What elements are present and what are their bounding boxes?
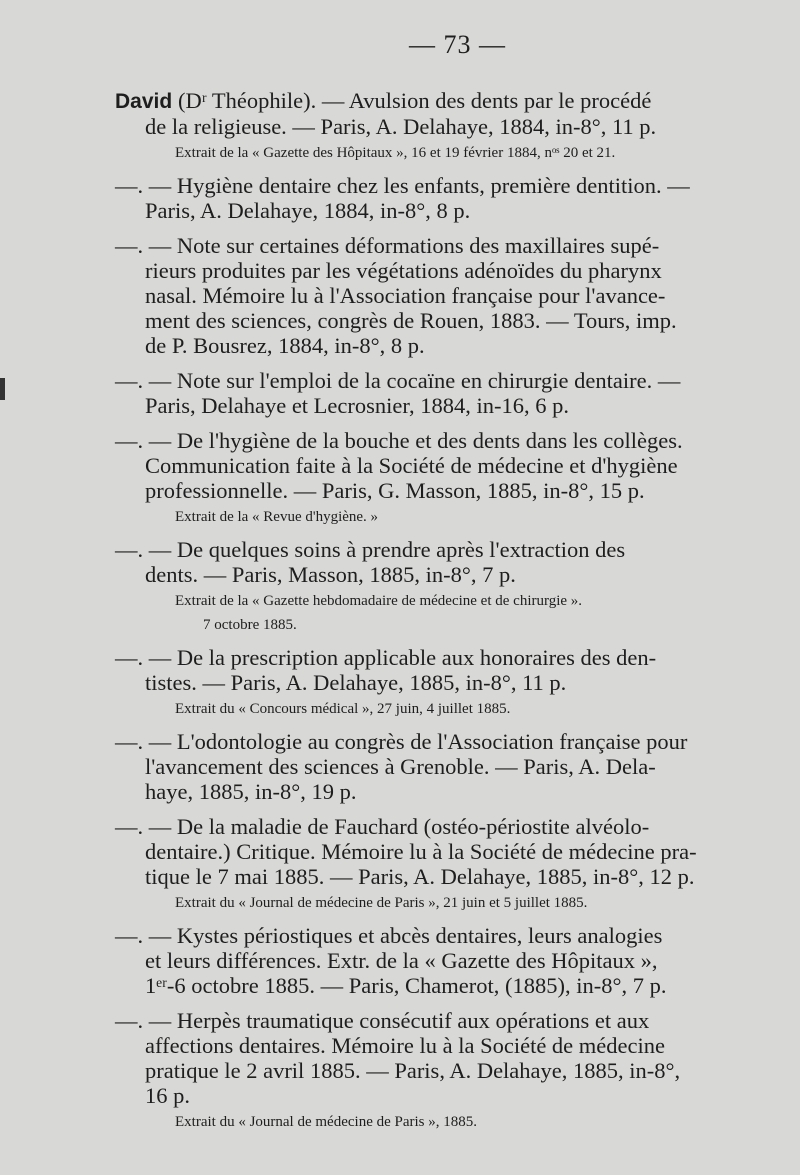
entry-line: 16 p. bbox=[145, 1083, 190, 1108]
entry-line: Paris, Delahaye et Lecrosnier, 1884, in-16, 6 p. bbox=[145, 393, 569, 418]
entry-line: de la religieuse. — Paris, A. Delahaye, 1884, in-8°, 11 p. bbox=[145, 114, 657, 139]
bibliography-entry bbox=[115, 645, 760, 719]
bibliography-entry bbox=[115, 88, 760, 163]
entry-line: —. — De l'hygiène de la bouche et des dents dans les collèges. bbox=[115, 428, 683, 453]
entry-note: Extrait du « Journal de médecine de Paris », 1885. bbox=[175, 1114, 478, 1130]
entry-line: Communication faite à la Société de médecine et d'hygiène bbox=[145, 453, 678, 478]
entry-note: Extrait de la « Revue d'hygiène. » bbox=[175, 509, 379, 525]
entry-line: tique le 7 mai 1885. — Paris, A. Delahaye, 1885, in-8°, 12 p. bbox=[145, 864, 695, 889]
bibliography-entry bbox=[115, 173, 760, 223]
entry-note: Extrait de la « Gazette des Hôpitaux », 16 et 19 février 1884, nᵒˢ 20 et 21. bbox=[175, 145, 616, 161]
bibliography-entry bbox=[115, 814, 760, 913]
bibliography-entry bbox=[115, 729, 760, 804]
entry-line: —. — De la maladie de Fauchard (ostéo-périostite alvéolo- bbox=[115, 814, 650, 839]
entry-line: pratique le 2 avril 1885. — Paris, A. Delahaye, 1885, in-8°, bbox=[145, 1058, 681, 1083]
entry-author: David bbox=[115, 90, 179, 113]
entry-line: tistes. — Paris, A. Delahaye, 1885, in-8°, 11 p. bbox=[145, 670, 567, 695]
entry-line: l'avancement des sciences à Grenoble. — Paris, A. Dela- bbox=[145, 754, 656, 779]
bibliography-entry bbox=[115, 537, 760, 635]
entry-line: —. — Kystes périostiques et abcès dentaires, leurs analogies bbox=[115, 923, 663, 948]
entry-line-text: (Dʳ Théophile). — Avulsion des dents par le procédé bbox=[178, 88, 652, 113]
entry-line bbox=[115, 88, 760, 114]
entry-line: et leurs différences. Extr. de la « Gazette des Hôpitaux », bbox=[145, 948, 658, 973]
entry-line: Paris, A. Delahaye, 1884, in-8°, 8 p. bbox=[145, 198, 471, 223]
bibliography-entry bbox=[115, 233, 760, 358]
entry-line: dents. — Paris, Masson, 1885, in-8°, 7 p. bbox=[145, 562, 516, 587]
entry-line: de P. Bousrez, 1884, in-8°, 8 p. bbox=[145, 333, 425, 358]
entry-line: —. — Note sur l'emploi de la cocaïne en chirurgie dentaire. — bbox=[115, 368, 681, 393]
entry-line: 1ᵉʳ-6 octobre 1885. — Paris, Chamerot, (1885), in-8°, 7 p. bbox=[145, 973, 667, 998]
entry-line: rieurs produites par les végétations adénoïdes du pharynx bbox=[145, 258, 662, 283]
entry-line: —. — Herpès traumatique consécutif aux opérations et aux bbox=[115, 1008, 650, 1033]
page-number: — 73 — bbox=[409, 30, 506, 59]
bibliography-entries bbox=[115, 88, 760, 1132]
entry-line: —. — Note sur certaines déformations des maxillaires supé- bbox=[115, 233, 660, 258]
entry-line: ment des sciences, congrès de Rouen, 1883. — Tours, imp. bbox=[145, 308, 677, 333]
entry-note: Extrait du « Concours médical », 27 juin, 4 juillet 1885. bbox=[175, 701, 511, 717]
bibliography-entry bbox=[115, 428, 760, 527]
entry-line: affections dentaires. Mémoire lu à la Société de médecine bbox=[145, 1033, 665, 1058]
entry-line: professionnelle. — Paris, G. Masson, 1885, in-8°, 15 p. bbox=[145, 478, 645, 503]
margin-mark bbox=[0, 378, 5, 400]
bibliography-entry bbox=[115, 923, 760, 998]
entry-line: haye, 1885, in-8°, 19 p. bbox=[145, 779, 357, 804]
entry-line: nasal. Mémoire lu à l'Association française pour l'avance- bbox=[145, 283, 666, 308]
entry-note: 7 octobre 1885. bbox=[203, 617, 297, 633]
entry-line: —. — De la prescription applicable aux honoraires des den- bbox=[115, 645, 657, 670]
entry-line: dentaire.) Critique. Mémoire lu à la Société de médecine pra- bbox=[145, 839, 697, 864]
entry-line: —. — De quelques soins à prendre après l'extraction des bbox=[115, 537, 626, 562]
entry-line: —. — Hygiène dentaire chez les enfants, première dentition. — bbox=[115, 173, 690, 198]
entry-note: Extrait du « Journal de médecine de Paris », 21 juin et 5 juillet 1885. bbox=[175, 895, 588, 911]
bibliography-entry bbox=[115, 1008, 760, 1132]
entry-note: Extrait de la « Gazette hebdomadaire de médecine et de chirurgie ». bbox=[175, 593, 583, 609]
bibliography-entry bbox=[115, 368, 760, 418]
entry-line: —. — L'odontologie au congrès de l'Association française pour bbox=[115, 729, 688, 754]
